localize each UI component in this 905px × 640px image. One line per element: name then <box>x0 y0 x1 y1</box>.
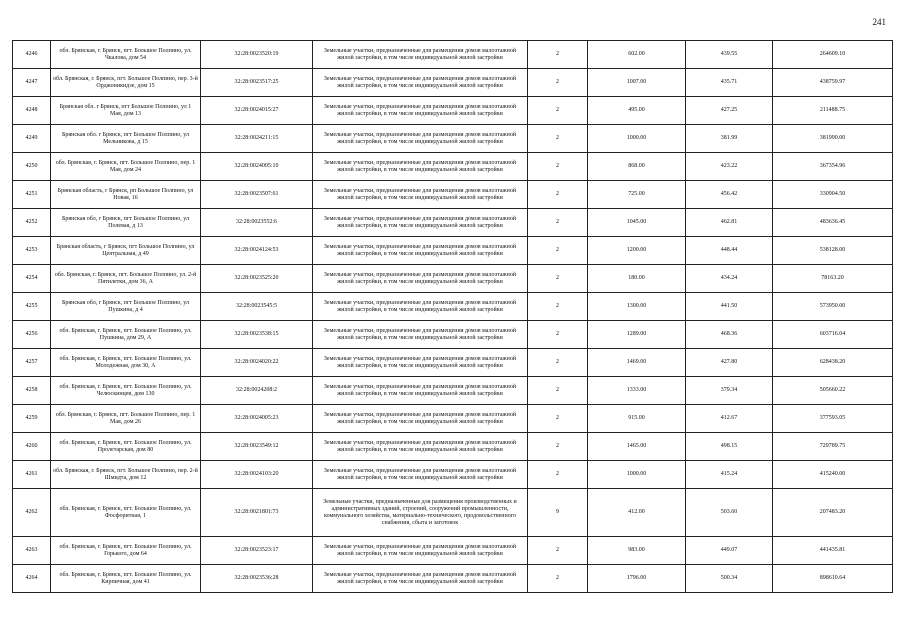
cadastral-number-cell: 32:28:0023552:6 <box>201 209 313 237</box>
table-row <box>13 209 893 237</box>
address-cell: Брянская область, г Брянск, рп Большое Полпино, ул Новая, 16 <box>51 181 201 209</box>
address-cell: обл. Брянская, г. Брянск, пгт. Большое Полпино, ул. 2-й Пятилетки, дом 36, А <box>51 265 201 293</box>
cadastral-value-cell: 505660.22 <box>773 377 893 405</box>
land-use-cell: Земельные участки, предназначенные для размещения домов малоэтажной жилой застройки, в том числе индивидуальной жилой застройки <box>313 265 528 293</box>
address-cell: обл. Брянская, г. Брянск, пгт. Большое Полпино, ул. Молодежная, дом 30, А <box>51 349 201 377</box>
cadastral-value-cell: 438759.97 <box>773 69 893 97</box>
specific-value-cell: 441.50 <box>686 293 773 321</box>
table-row <box>13 153 893 181</box>
row-id-cell: 4260 <box>13 433 51 461</box>
row-id-cell: 4255 <box>13 293 51 321</box>
row-id-cell: 4258 <box>13 377 51 405</box>
group-cell: 2 <box>528 565 588 593</box>
table-row <box>13 405 893 433</box>
cadastral-value-cell: 573950.00 <box>773 293 893 321</box>
address-cell: обл. Брянская, г. Брянск, пгт. Большое Полпино, ул. Чкалова, дом 54 <box>51 41 201 69</box>
land-use-cell: Земельные участки, предназначенные для размещения домов малоэтажной жилой застройки, в том числе индивидуальной жилой застройки <box>313 537 528 565</box>
land-use-cell: Земельные участки, предназначенные для размещения домов малоэтажной жилой застройки, в том числе индивидуальной жилой застройки <box>313 565 528 593</box>
row-id-cell: 4257 <box>13 349 51 377</box>
cadastral-value-cell: 441435.81 <box>773 537 893 565</box>
row-id-cell: 4248 <box>13 97 51 125</box>
table-row <box>13 461 893 489</box>
area-cell: 1000.00 <box>588 125 686 153</box>
cadastral-number-cell: 32:28:0024208:2 <box>201 377 313 405</box>
cadastral-number-cell: 32:28:0024211:15 <box>201 125 313 153</box>
group-cell: 2 <box>528 69 588 97</box>
table-row <box>13 321 893 349</box>
table-row <box>13 97 893 125</box>
group-cell: 2 <box>528 97 588 125</box>
land-use-cell: Земельные участки, предназначенные для размещения домов малоэтажной жилой застройки, в том числе индивидуальной жилой застройки <box>313 97 528 125</box>
cadastral-value-cell: 367354.96 <box>773 153 893 181</box>
area-cell: 868.00 <box>588 153 686 181</box>
area-cell: 983.00 <box>588 537 686 565</box>
cadastral-value-cell: 264609.10 <box>773 41 893 69</box>
table-row <box>13 293 893 321</box>
land-use-cell: Земельные участки, предназначенные для размещения домов малоэтажной жилой застройки, в том числе индивидуальной жилой застройки <box>313 125 528 153</box>
page-number: 241 <box>872 17 886 27</box>
area-cell: 1796.00 <box>588 565 686 593</box>
cadastral-number-cell: 32:28:0021801:73 <box>201 489 313 537</box>
address-cell: Брянская обл. г Брянск, пгт Большое Полпино, ул Мельникова, д 15 <box>51 125 201 153</box>
address-cell: обл. Брянская, г. Брянск, пгт. Большое Полпино, ул. Кирпичная, дом 41 <box>51 565 201 593</box>
table-row <box>13 377 893 405</box>
row-id-cell: 4259 <box>13 405 51 433</box>
land-use-cell: Земельные участки, предназначенные для размещения домов малоэтажной жилой застройки, в том числе индивидуальной жилой застройки <box>313 153 528 181</box>
cadastral-value-cell: 330904.50 <box>773 181 893 209</box>
group-cell: 2 <box>528 181 588 209</box>
address-cell: обл. Брянская, г. Брянск, пгт. Большое Полпино, ул. Пушкина, дом 29, А <box>51 321 201 349</box>
land-use-cell: Земельные участки, предназначенные для размещения домов малоэтажной жилой застройки, в том числе индивидуальной жилой застройки <box>313 321 528 349</box>
address-cell: обл. Брянская, г. Брянск, пгт. Большое Полпино, пер. 3-й Орджоникидзе, дом 15 <box>51 69 201 97</box>
group-cell: 2 <box>528 237 588 265</box>
address-cell: обл. Брянская, г. Брянск, пгт. Большое Полпино, пер. 1 Мая, дом 24 <box>51 153 201 181</box>
area-cell: 1000.00 <box>588 461 686 489</box>
table-row <box>13 265 893 293</box>
group-cell: 2 <box>528 349 588 377</box>
cadastral-number-cell: 32:28:0023507:61 <box>201 181 313 209</box>
area-cell: 602.00 <box>588 41 686 69</box>
area-cell: 1200.00 <box>588 237 686 265</box>
cadastral-value-table <box>12 40 893 593</box>
address-cell: обл. Брянская, г. Брянск, пгт. Большое Полпино, пер. 2-й Шмидта, дом 12 <box>51 461 201 489</box>
specific-value-cell: 434.24 <box>686 265 773 293</box>
row-id-cell: 4249 <box>13 125 51 153</box>
cadastral-value-cell: 483636.45 <box>773 209 893 237</box>
cadastral-value-cell: 603716.04 <box>773 321 893 349</box>
row-id-cell: 4261 <box>13 461 51 489</box>
row-id-cell: 4262 <box>13 489 51 537</box>
table-row <box>13 181 893 209</box>
specific-value-cell: 439.55 <box>686 41 773 69</box>
group-cell: 2 <box>528 293 588 321</box>
table-row <box>13 433 893 461</box>
specific-value-cell: 448.44 <box>686 237 773 265</box>
land-use-cell: Земельные участки, предназначенные для размещения домов малоэтажной жилой застройки, в том числе индивидуальной жилой застройки <box>313 69 528 97</box>
cadastral-number-cell: 32:28:0023523:17 <box>201 537 313 565</box>
land-use-cell: Земельные участки, предназначенные для размещения домов малоэтажной жилой застройки, в том числе индивидуальной жилой застройки <box>313 41 528 69</box>
cadastral-value-cell: 377593.05 <box>773 405 893 433</box>
cadastral-number-cell: 32:28:0023545:5 <box>201 293 313 321</box>
land-use-cell: Земельные участки, предназначенные для размещения домов малоэтажной жилой застройки, в том числе индивидуальной жилой застройки <box>313 461 528 489</box>
table-row <box>13 41 893 69</box>
land-use-cell: Земельные участки, предназначенные для размещения домов малоэтажной жилой застройки, в том числе индивидуальной жилой застройки <box>313 433 528 461</box>
area-cell: 1333.00 <box>588 377 686 405</box>
cadastral-value-cell: 211488.75 <box>773 97 893 125</box>
cadastral-value-cell: 628438.20 <box>773 349 893 377</box>
area-cell: 495.00 <box>588 97 686 125</box>
specific-value-cell: 427.80 <box>686 349 773 377</box>
specific-value-cell: 456.42 <box>686 181 773 209</box>
specific-value-cell: 379.34 <box>686 377 773 405</box>
group-cell: 2 <box>528 537 588 565</box>
row-id-cell: 4263 <box>13 537 51 565</box>
specific-value-cell: 412.67 <box>686 405 773 433</box>
group-cell: 2 <box>528 153 588 181</box>
land-use-cell: Земельные участки, предназначенные для размещения домов малоэтажной жилой застройки, в том числе индивидуальной жилой застройки <box>313 181 528 209</box>
cadastral-number-cell: 32:28:0023520:19 <box>201 41 313 69</box>
address-cell: Брянская обл, г Брянск, пгт Большое Полпино, ул Пушкина, д 4 <box>51 293 201 321</box>
cadastral-number-cell: 32:28:0024015:27 <box>201 97 313 125</box>
land-use-cell: Земельные участки, предназначенные для размещения производственных и административных зданий, строений, сооружений промышленности, коммунального хозяйства, материально-технического, продовольственного снабжения, сбыта и заготовок <box>313 489 528 537</box>
group-cell: 2 <box>528 377 588 405</box>
area-cell: 412.00 <box>588 489 686 537</box>
table-row <box>13 125 893 153</box>
address-cell: обл. Брянская, г. Брянск, пгт. Большое Полпино, ул. Горького, дом 64 <box>51 537 201 565</box>
cadastral-value-cell: 898610.64 <box>773 565 893 593</box>
land-use-cell: Земельные участки, предназначенные для размещения домов малоэтажной жилой застройки, в том числе индивидуальной жилой застройки <box>313 377 528 405</box>
table-row <box>13 69 893 97</box>
land-use-cell: Земельные участки, предназначенные для размещения домов малоэтажной жилой застройки, в том числе индивидуальной жилой застройки <box>313 237 528 265</box>
land-use-cell: Земельные участки, предназначенные для размещения домов малоэтажной жилой застройки, в том числе индивидуальной жилой застройки <box>313 293 528 321</box>
group-cell: 2 <box>528 41 588 69</box>
group-cell: 2 <box>528 433 588 461</box>
row-id-cell: 4247 <box>13 69 51 97</box>
cadastral-number-cell: 32:28:0024005:10 <box>201 153 313 181</box>
cadastral-number-cell: 32:28:0024103:20 <box>201 461 313 489</box>
row-id-cell: 4250 <box>13 153 51 181</box>
table-row <box>13 537 893 565</box>
row-id-cell: 4264 <box>13 565 51 593</box>
area-cell: 915.00 <box>588 405 686 433</box>
address-cell: обл. Брянская, г. Брянск, пгт. Большое Полпино, ул. Челюскинцев, дом 130 <box>51 377 201 405</box>
group-cell: 2 <box>528 461 588 489</box>
specific-value-cell: 498.15 <box>686 433 773 461</box>
group-cell: 2 <box>528 405 588 433</box>
specific-value-cell: 449.07 <box>686 537 773 565</box>
cadastral-value-cell: 729789.75 <box>773 433 893 461</box>
address-cell: Брянская обл. г Брянск, пгт Большое Полпино, ул 1 Мая, дом 13 <box>51 97 201 125</box>
cadastral-value-cell: 538128.00 <box>773 237 893 265</box>
area-cell: 1300.00 <box>588 293 686 321</box>
group-cell: 2 <box>528 265 588 293</box>
table-row <box>13 237 893 265</box>
specific-value-cell: 423.22 <box>686 153 773 181</box>
cadastral-number-cell: 32:28:0024020:22 <box>201 349 313 377</box>
cadastral-number-cell: 32:28:0023549:12 <box>201 433 313 461</box>
specific-value-cell: 468.36 <box>686 321 773 349</box>
cadastral-number-cell: 32:28:0023525:20 <box>201 265 313 293</box>
cadastral-number-cell: 32:28:0024124:53 <box>201 237 313 265</box>
area-cell: 1469.00 <box>588 349 686 377</box>
cadastral-number-cell: 32:28:0023538:15 <box>201 321 313 349</box>
area-cell: 1045.00 <box>588 209 686 237</box>
row-id-cell: 4254 <box>13 265 51 293</box>
table-row <box>13 489 893 537</box>
cadastral-value-cell: 415240.00 <box>773 461 893 489</box>
area-cell: 180.00 <box>588 265 686 293</box>
cadastral-number-cell: 32:28:0023517:25 <box>201 69 313 97</box>
group-cell: 9 <box>528 489 588 537</box>
land-use-cell: Земельные участки, предназначенные для размещения домов малоэтажной жилой застройки, в том числе индивидуальной жилой застройки <box>313 209 528 237</box>
area-cell: 1465.00 <box>588 433 686 461</box>
group-cell: 2 <box>528 321 588 349</box>
address-cell: обл. Брянская, г. Брянск, пгт. Большое Полпино, ул. Фосфоритная, 1 <box>51 489 201 537</box>
address-cell: Брянская область, г Брянск, пгт Большое Полпино, ул Центральная, д 49 <box>51 237 201 265</box>
area-cell: 1289.00 <box>588 321 686 349</box>
group-cell: 2 <box>528 125 588 153</box>
land-use-cell: Земельные участки, предназначенные для размещения домов малоэтажной жилой застройки, в том числе индивидуальной жилой застройки <box>313 405 528 433</box>
specific-value-cell: 435.71 <box>686 69 773 97</box>
area-cell: 725.00 <box>588 181 686 209</box>
area-cell: 1007.00 <box>588 69 686 97</box>
row-id-cell: 4251 <box>13 181 51 209</box>
cadastral-value-cell: 207483.20 <box>773 489 893 537</box>
address-cell: обл. Брянская, г. Брянск, пгт. Большое Полпино, ул. Пролетарская, дом 80 <box>51 433 201 461</box>
cadastral-number-cell: 32:28:0024005:23 <box>201 405 313 433</box>
row-id-cell: 4246 <box>13 41 51 69</box>
group-cell: 2 <box>528 209 588 237</box>
table-body <box>13 41 893 593</box>
cadastral-value-cell: 78163.20 <box>773 265 893 293</box>
specific-value-cell: 427.25 <box>686 97 773 125</box>
row-id-cell: 4252 <box>13 209 51 237</box>
cadastral-number-cell: 32:28:0023536:28 <box>201 565 313 593</box>
cadastral-value-cell: 381990.00 <box>773 125 893 153</box>
table-row <box>13 349 893 377</box>
specific-value-cell: 381.99 <box>686 125 773 153</box>
specific-value-cell: 462.81 <box>686 209 773 237</box>
row-id-cell: 4256 <box>13 321 51 349</box>
table-row <box>13 565 893 593</box>
specific-value-cell: 500.34 <box>686 565 773 593</box>
specific-value-cell: 415.24 <box>686 461 773 489</box>
specific-value-cell: 503.60 <box>686 489 773 537</box>
land-use-cell: Земельные участки, предназначенные для размещения домов малоэтажной жилой застройки, в том числе индивидуальной жилой застройки <box>313 349 528 377</box>
row-id-cell: 4253 <box>13 237 51 265</box>
address-cell: обл. Брянская, г. Брянск, пгт. Большое Полпино, пер. 1 Мая, дом 26 <box>51 405 201 433</box>
address-cell: Брянская обл, г Брянск, пгт Большое Полпино, ул Полевая, д 13 <box>51 209 201 237</box>
